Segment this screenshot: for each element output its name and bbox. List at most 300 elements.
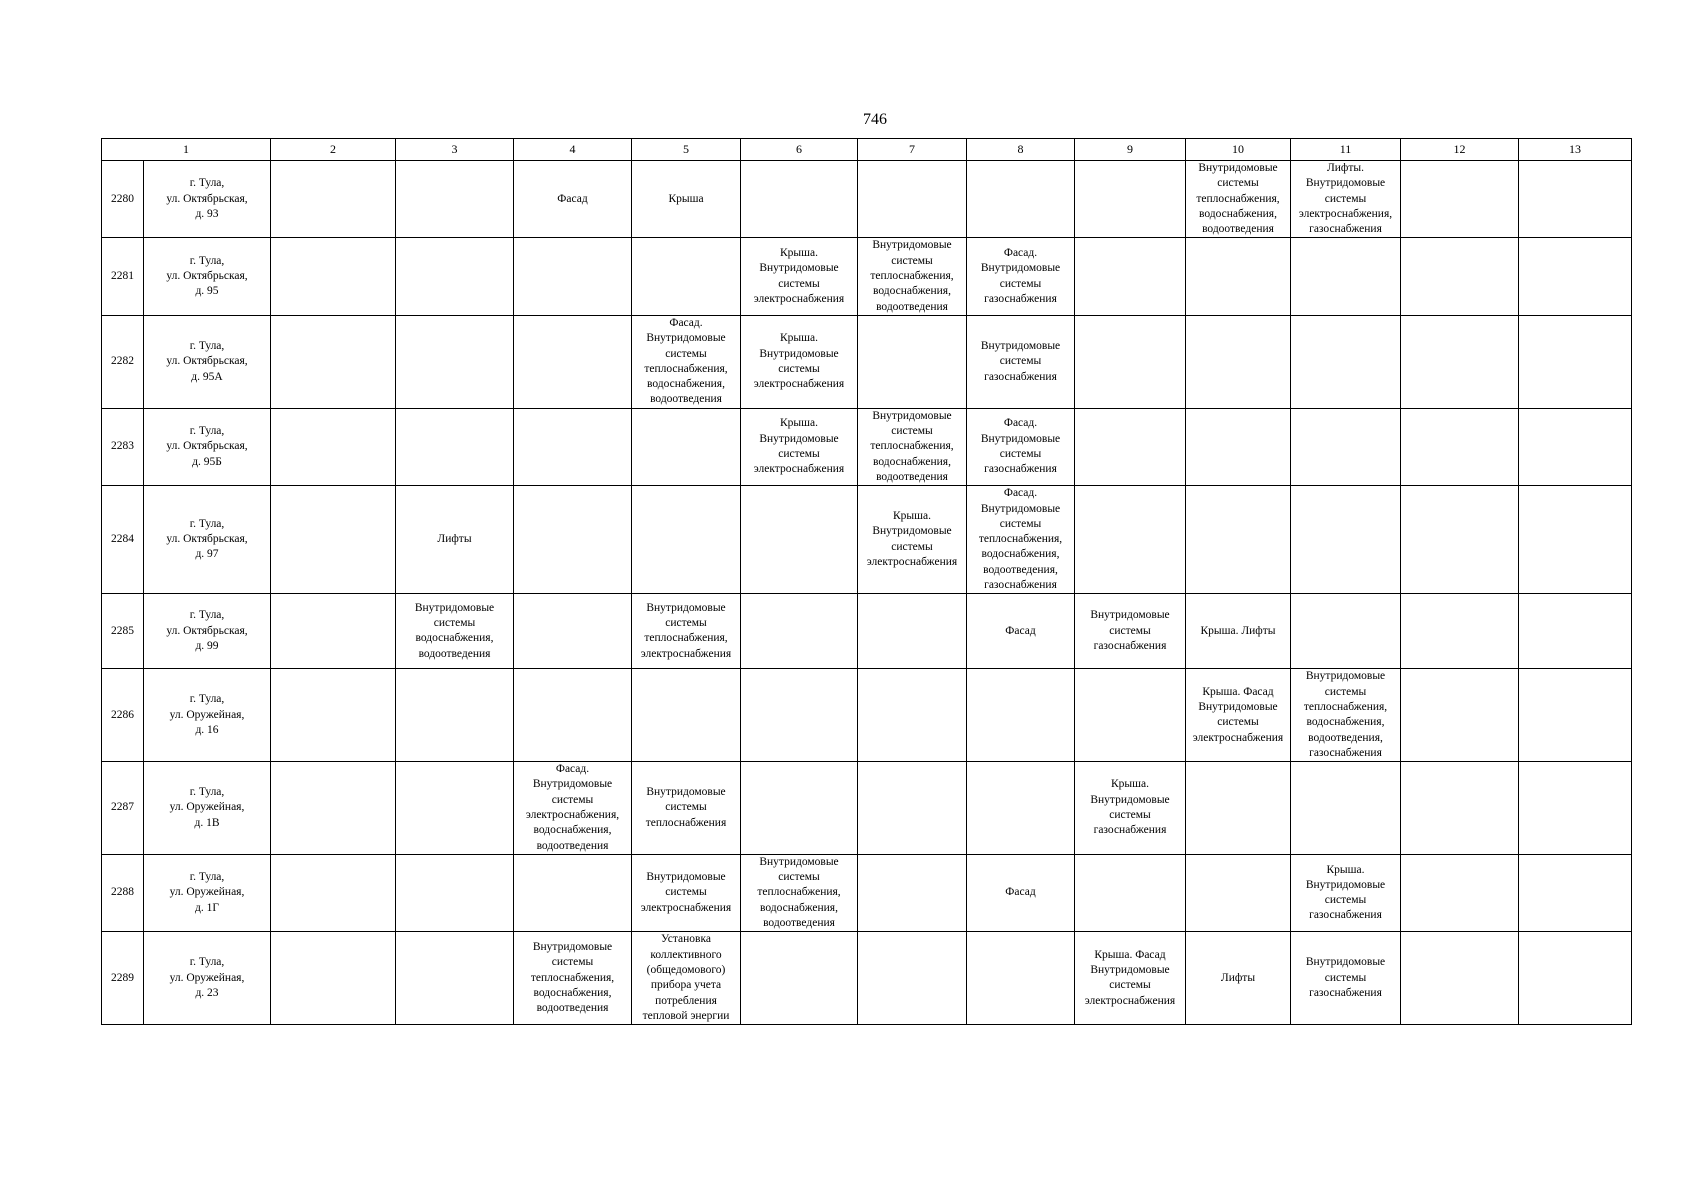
cell-line: системы	[999, 517, 1042, 530]
address-line: г. Тула,	[189, 693, 225, 706]
row-number: 2282	[102, 315, 144, 408]
cell-line: системы	[551, 793, 594, 806]
work-cell-col-6	[741, 762, 858, 855]
work-cell-col-10	[1186, 408, 1291, 485]
cell-line: теплоснабжения,	[530, 971, 615, 984]
work-cell-col-11	[1291, 854, 1401, 931]
row-number: 2280	[102, 161, 144, 238]
work-cell-col-13	[1519, 315, 1632, 408]
cell-line: системы	[778, 871, 820, 884]
work-cell-col-7	[858, 762, 967, 855]
work-cell-col-11	[1291, 594, 1401, 669]
address-line: г. Тула,	[189, 517, 225, 530]
column-header-9: 9	[1075, 139, 1186, 161]
cell-line: теплоснабжения,	[1303, 700, 1388, 713]
address-line: ул. Оружейная,	[169, 708, 245, 721]
cell-line: водоснабжения,	[873, 285, 951, 298]
table-row	[102, 669, 1632, 762]
work-cell-col-3	[396, 932, 514, 1025]
table-row	[102, 315, 1632, 408]
row-number: 2283	[102, 408, 144, 485]
work-cell-col-11	[1291, 486, 1401, 594]
address-line: г. Тула,	[189, 871, 225, 884]
cell-line: системы	[1109, 624, 1151, 637]
work-cell-col-6	[741, 161, 858, 238]
work-cell-col-5	[632, 932, 741, 1025]
cell-line: газоснабжения	[1309, 909, 1382, 922]
work-cell-col-11	[1291, 669, 1401, 762]
cell-line: Фасад	[1005, 886, 1036, 899]
cell-line: электроснабжения	[640, 647, 732, 660]
cell-line: газоснабжения	[1309, 986, 1382, 999]
address-line: г. Тула,	[189, 254, 225, 267]
cell-line: системы	[778, 362, 820, 375]
work-cell-col-13	[1519, 408, 1632, 485]
cell-line: теплоснабжения,	[644, 632, 728, 645]
address-line: ул. Октябрьская,	[166, 355, 248, 368]
work-cell-col-4	[514, 408, 632, 485]
work-cell-col-11	[1291, 408, 1401, 485]
address-cell	[144, 315, 271, 408]
row-number: 2281	[102, 238, 144, 315]
cell-line: электроснабжения	[640, 901, 732, 914]
work-cell-col-10	[1186, 669, 1291, 762]
address-cell	[144, 854, 271, 931]
cell-line: Крыша.	[893, 510, 931, 523]
cell-line: Крыша. Фасад	[1202, 685, 1274, 698]
work-cell-col-9	[1075, 315, 1186, 408]
work-cell-col-3	[396, 238, 514, 315]
address-line: ул. Октябрьская,	[166, 533, 248, 546]
work-cell-col-9	[1075, 932, 1186, 1025]
cell-line: системы	[778, 277, 820, 290]
work-cell-col-3	[396, 161, 514, 238]
cell-line: Фасад	[557, 192, 588, 205]
cell-line: (общедомового)	[646, 963, 726, 976]
cell-line: системы	[665, 801, 707, 814]
cell-line: потребления	[655, 994, 717, 1007]
work-cell-col-6	[741, 932, 858, 1025]
work-cell-col-6	[741, 486, 858, 594]
address-line: д. 93	[195, 207, 219, 220]
work-cell-col-13	[1519, 486, 1632, 594]
cell-line: Внутридомовые	[414, 601, 495, 614]
work-cell-col-5	[632, 594, 741, 669]
cell-line: Лифты.	[1326, 162, 1365, 174]
column-header-12: 12	[1401, 139, 1519, 161]
cell-line: системы	[1324, 685, 1367, 698]
table-row	[102, 408, 1632, 485]
address-line: ул. Оружейная,	[169, 971, 245, 984]
table-row	[102, 238, 1632, 315]
work-cell-col-5	[632, 238, 741, 315]
work-cell-col-3	[396, 669, 514, 762]
cell-line: Внутридомовые	[980, 502, 1061, 515]
cell-line: водоснабжения,	[647, 378, 725, 391]
work-cell-col-8	[967, 161, 1075, 238]
address-line: г. Тула,	[189, 786, 225, 799]
cell-line: системы	[999, 355, 1042, 368]
cell-line: Лифты	[437, 533, 472, 546]
work-cell-col-2	[271, 486, 396, 594]
address-cell	[144, 408, 271, 485]
table-row	[102, 762, 1632, 855]
cell-line: водоснабжения,	[1306, 716, 1385, 729]
cell-line: электроснабжения	[1084, 994, 1176, 1007]
cell-line: водоснабжения,	[1199, 207, 1277, 220]
row-number: 2287	[102, 762, 144, 855]
work-cell-col-5	[632, 486, 741, 594]
cell-line: Внутридомовые	[759, 262, 839, 275]
address-line: г. Тула,	[189, 177, 225, 190]
cell-line: водоснабжения,	[981, 548, 1060, 561]
work-cell-col-10	[1186, 762, 1291, 855]
cell-line: газоснабжения	[984, 463, 1057, 476]
cell-line: Внутридомовые	[532, 778, 613, 791]
cell-line: Внутридомовые	[1198, 700, 1278, 713]
address-line: г. Тула,	[189, 609, 225, 622]
work-cell-col-3	[396, 594, 514, 669]
cell-line: водоснабжения,	[873, 455, 951, 468]
cell-line: системы	[999, 277, 1042, 290]
work-cell-col-4	[514, 315, 632, 408]
work-cell-col-2	[271, 854, 396, 931]
cell-line: электроснабжения,	[525, 808, 620, 821]
work-cell-col-4	[514, 486, 632, 594]
work-cell-col-9	[1075, 408, 1186, 485]
work-cell-col-13	[1519, 238, 1632, 315]
work-cell-col-6	[741, 594, 858, 669]
cell-line: водоснабжения,	[533, 986, 612, 999]
cell-line: Внутридомовые	[646, 786, 726, 799]
address-line: д. 95	[195, 285, 219, 298]
cell-line: Внутридомовые	[980, 262, 1061, 275]
address-line: д. 16	[195, 723, 219, 736]
cell-line: Внутридомовые	[1305, 878, 1386, 891]
cell-line: системы	[665, 886, 707, 899]
address-line: д. 1В	[194, 816, 220, 829]
work-cell-col-12	[1401, 315, 1519, 408]
cell-line: системы	[1109, 979, 1151, 992]
cell-line: Внутридомовые	[1090, 793, 1170, 806]
column-header-7: 7	[858, 139, 967, 161]
work-cell-col-5	[632, 762, 741, 855]
work-cell-col-8	[967, 315, 1075, 408]
address-cell	[144, 669, 271, 762]
cell-line: электроснабжения,	[1298, 207, 1393, 220]
table-row	[102, 161, 1632, 238]
cell-line: системы	[891, 254, 933, 267]
work-cell-col-13	[1519, 932, 1632, 1025]
cell-line: водоотведения	[1202, 223, 1274, 236]
cell-line: Фасад.	[555, 763, 590, 776]
cell-line: системы	[551, 956, 594, 969]
work-cell-col-2	[271, 594, 396, 669]
cell-line: Внутридомовые	[1305, 670, 1386, 683]
work-cell-col-3	[396, 854, 514, 931]
work-cell-col-4	[514, 161, 632, 238]
address-line: ул. Оружейная,	[169, 886, 245, 899]
cell-line: теплоснабжения,	[870, 440, 954, 453]
header-row	[102, 139, 1632, 161]
cell-line: системы	[665, 617, 707, 630]
work-cell-col-7	[858, 408, 967, 485]
address-line: г. Тула,	[189, 956, 225, 969]
cell-line: Внутридомовые	[980, 339, 1061, 352]
cell-line: теплоснабжения,	[644, 362, 728, 375]
cell-line: Внутридомовые	[872, 525, 952, 538]
cell-line: системы	[891, 540, 933, 553]
cell-line: Внутридомовые	[1198, 162, 1278, 174]
work-cell-col-5	[632, 315, 741, 408]
work-cell-col-7	[858, 932, 967, 1025]
work-cell-col-7	[858, 238, 967, 315]
cell-line: прибора учета	[650, 979, 722, 992]
work-cell-col-7	[858, 669, 967, 762]
work-cell-col-2	[271, 238, 396, 315]
cell-line: электроснабжения	[753, 293, 845, 306]
address-cell	[144, 486, 271, 594]
work-cell-col-11	[1291, 315, 1401, 408]
address-line: ул. Октябрьская,	[166, 270, 248, 283]
row-number: 2285	[102, 594, 144, 669]
cell-line: газоснабжения	[1093, 639, 1167, 652]
work-cell-col-10	[1186, 854, 1291, 931]
address-line: д. 99	[195, 639, 219, 652]
table-row	[102, 854, 1632, 931]
cell-line: газоснабжения	[1093, 824, 1167, 837]
cell-line: системы	[1324, 894, 1367, 907]
cell-line: Лифты	[1220, 971, 1256, 984]
cell-line: Внутридомовые	[1090, 963, 1170, 976]
work-cell-col-8	[967, 594, 1075, 669]
work-cell-col-12	[1401, 669, 1519, 762]
work-cell-col-3	[396, 762, 514, 855]
cell-line: электроснабжения	[866, 556, 958, 569]
cell-line: системы	[1109, 808, 1151, 821]
work-cell-col-3	[396, 408, 514, 485]
work-cell-col-11	[1291, 762, 1401, 855]
cell-line: газоснабжения	[1309, 223, 1382, 236]
cell-line: Внутридомовые	[1305, 956, 1386, 969]
cell-line: Крыша.	[1326, 863, 1365, 876]
column-header-5: 5	[632, 139, 741, 161]
work-cell-col-8	[967, 486, 1075, 594]
cell-line: газоснабжения	[1309, 746, 1382, 759]
work-cell-col-11	[1291, 238, 1401, 315]
work-cell-col-3	[396, 486, 514, 594]
cell-line: теплоснабжения,	[757, 886, 841, 899]
work-cell-col-5	[632, 854, 741, 931]
work-cell-col-7	[858, 315, 967, 408]
address-line: г. Тула,	[189, 425, 225, 438]
work-cell-col-8	[967, 932, 1075, 1025]
address-line: ул. Октябрьская,	[166, 440, 248, 453]
cell-line: системы	[433, 617, 476, 630]
cell-line: Крыша.	[780, 417, 818, 430]
work-cell-col-10	[1186, 161, 1291, 238]
cell-line: газоснабжения	[984, 579, 1057, 592]
cell-line: водоотведения	[876, 470, 948, 483]
cell-line: водоотведения	[650, 393, 722, 406]
cell-line: коллективного	[650, 948, 722, 961]
cell-line: Внутридомовые	[872, 239, 952, 252]
table-row	[102, 932, 1632, 1025]
column-header-4: 4	[514, 139, 632, 161]
address-line: д. 95Б	[192, 455, 222, 468]
address-line: ул. Октябрьская,	[166, 624, 248, 637]
cell-line: системы	[1217, 716, 1259, 729]
work-cell-col-8	[967, 408, 1075, 485]
repair-schedule-table	[101, 138, 1632, 1025]
cell-line: системы	[778, 447, 820, 460]
cell-line: электроснабжения	[753, 463, 845, 476]
address-cell	[144, 762, 271, 855]
column-header-8: 8	[967, 139, 1075, 161]
work-cell-col-2	[271, 762, 396, 855]
work-cell-col-11	[1291, 161, 1401, 238]
cell-line: Внутридомовые	[646, 332, 726, 345]
address-cell	[144, 161, 271, 238]
work-cell-col-6	[741, 669, 858, 762]
row-number: 2284	[102, 486, 144, 594]
row-number: 2288	[102, 854, 144, 931]
work-cell-col-3	[396, 315, 514, 408]
cell-line: водоотведения,	[1308, 731, 1383, 744]
work-cell-col-7	[858, 161, 967, 238]
work-cell-col-8	[967, 762, 1075, 855]
cell-line: тепловой энергии	[642, 1009, 730, 1022]
work-cell-col-9	[1075, 854, 1186, 931]
cell-line: теплоснабжения,	[1196, 192, 1280, 205]
work-cell-col-2	[271, 932, 396, 1025]
work-cell-col-6	[741, 238, 858, 315]
address-line: г. Тула,	[189, 339, 225, 352]
address-cell	[144, 594, 271, 669]
column-header-11: 11	[1291, 139, 1401, 161]
work-cell-col-2	[271, 161, 396, 238]
cell-line: теплоснабжения,	[978, 533, 1063, 546]
cell-line: Внутридомовые	[1090, 609, 1170, 622]
address-cell	[144, 238, 271, 315]
work-cell-col-9	[1075, 762, 1186, 855]
cell-line: Внутридомовые	[646, 601, 726, 614]
cell-line: Внутридомовые	[646, 871, 726, 884]
cell-line: Фасад.	[1003, 417, 1038, 430]
cell-line: Фасад.	[669, 316, 703, 329]
work-cell-col-8	[967, 854, 1075, 931]
work-cell-col-4	[514, 854, 632, 931]
work-cell-col-13	[1519, 161, 1632, 238]
address-line: д. 97	[195, 548, 219, 561]
work-cell-col-13	[1519, 669, 1632, 762]
work-cell-col-5	[632, 669, 741, 762]
cell-line: водоотведения,	[983, 563, 1058, 576]
cell-line: Крыша. Лифты	[1200, 624, 1276, 637]
work-cell-col-6	[741, 315, 858, 408]
cell-line: системы	[1324, 192, 1367, 205]
work-cell-col-12	[1401, 486, 1519, 594]
work-cell-col-12	[1401, 932, 1519, 1025]
column-header-2: 2	[271, 139, 396, 161]
work-cell-col-12	[1401, 408, 1519, 485]
cell-line: водоотведения	[418, 647, 491, 660]
cell-line: системы	[891, 425, 933, 438]
cell-line: водоснабжения,	[760, 901, 838, 914]
work-cell-col-4	[514, 594, 632, 669]
work-cell-col-6	[741, 854, 858, 931]
cell-line: водоотведения	[536, 839, 609, 852]
cell-line: Внутридомовые	[759, 347, 839, 360]
work-cell-col-12	[1401, 238, 1519, 315]
cell-line: Внутридомовые	[1305, 177, 1386, 190]
work-cell-col-12	[1401, 594, 1519, 669]
cell-line: электроснабжения	[753, 378, 845, 391]
work-cell-col-12	[1401, 161, 1519, 238]
address-line: д. 95А	[191, 370, 223, 383]
cell-line: водоотведения	[876, 300, 948, 313]
cell-line: Фасад	[1005, 624, 1036, 637]
work-cell-col-4	[514, 238, 632, 315]
cell-line: Внутридомовые	[759, 855, 839, 868]
address-line: ул. Оружейная,	[169, 801, 245, 814]
column-header-6: 6	[741, 139, 858, 161]
work-cell-col-10	[1186, 594, 1291, 669]
work-cell-col-5	[632, 408, 741, 485]
work-cell-col-9	[1075, 486, 1186, 594]
work-cell-col-13	[1519, 594, 1632, 669]
work-cell-col-9	[1075, 238, 1186, 315]
cell-line: Фасад.	[1003, 247, 1038, 260]
work-cell-col-11	[1291, 932, 1401, 1025]
table-row	[102, 594, 1632, 669]
cell-line: водоснабжения,	[533, 824, 612, 837]
cell-line: системы	[1324, 971, 1367, 984]
cell-line: системы	[1217, 177, 1259, 190]
cell-line: водоотведения	[763, 917, 835, 930]
cell-line: водоотведения	[536, 1002, 609, 1015]
row-number: 2289	[102, 932, 144, 1025]
cell-line: водоснабжения,	[415, 632, 494, 645]
cell-line: теплоснабжения,	[870, 270, 954, 283]
cell-line: Крыша.	[780, 247, 818, 260]
cell-line: Внутридомовые	[759, 432, 839, 445]
work-cell-col-12	[1401, 762, 1519, 855]
cell-line: Фасад.	[1003, 487, 1038, 500]
work-cell-col-7	[858, 854, 967, 931]
cell-line: Внутридомовые	[872, 409, 952, 422]
address-line: д. 23	[195, 986, 219, 999]
cell-line: Крыша.	[780, 332, 818, 345]
column-header-13: 13	[1519, 139, 1632, 161]
address-cell	[144, 932, 271, 1025]
work-cell-col-4	[514, 762, 632, 855]
work-cell-col-2	[271, 408, 396, 485]
work-cell-col-8	[967, 669, 1075, 762]
work-cell-col-9	[1075, 669, 1186, 762]
work-cell-col-9	[1075, 594, 1186, 669]
column-header-1: 1	[102, 139, 271, 161]
cell-line: Внутридомовые	[980, 432, 1061, 445]
work-cell-col-2	[271, 669, 396, 762]
work-cell-col-10	[1186, 315, 1291, 408]
cell-line: Установка	[661, 933, 711, 946]
column-header-10: 10	[1186, 139, 1291, 161]
work-cell-col-5	[632, 161, 741, 238]
work-cell-col-10	[1186, 932, 1291, 1025]
work-cell-col-13	[1519, 762, 1632, 855]
cell-line: Внутридомовые	[532, 941, 613, 953]
